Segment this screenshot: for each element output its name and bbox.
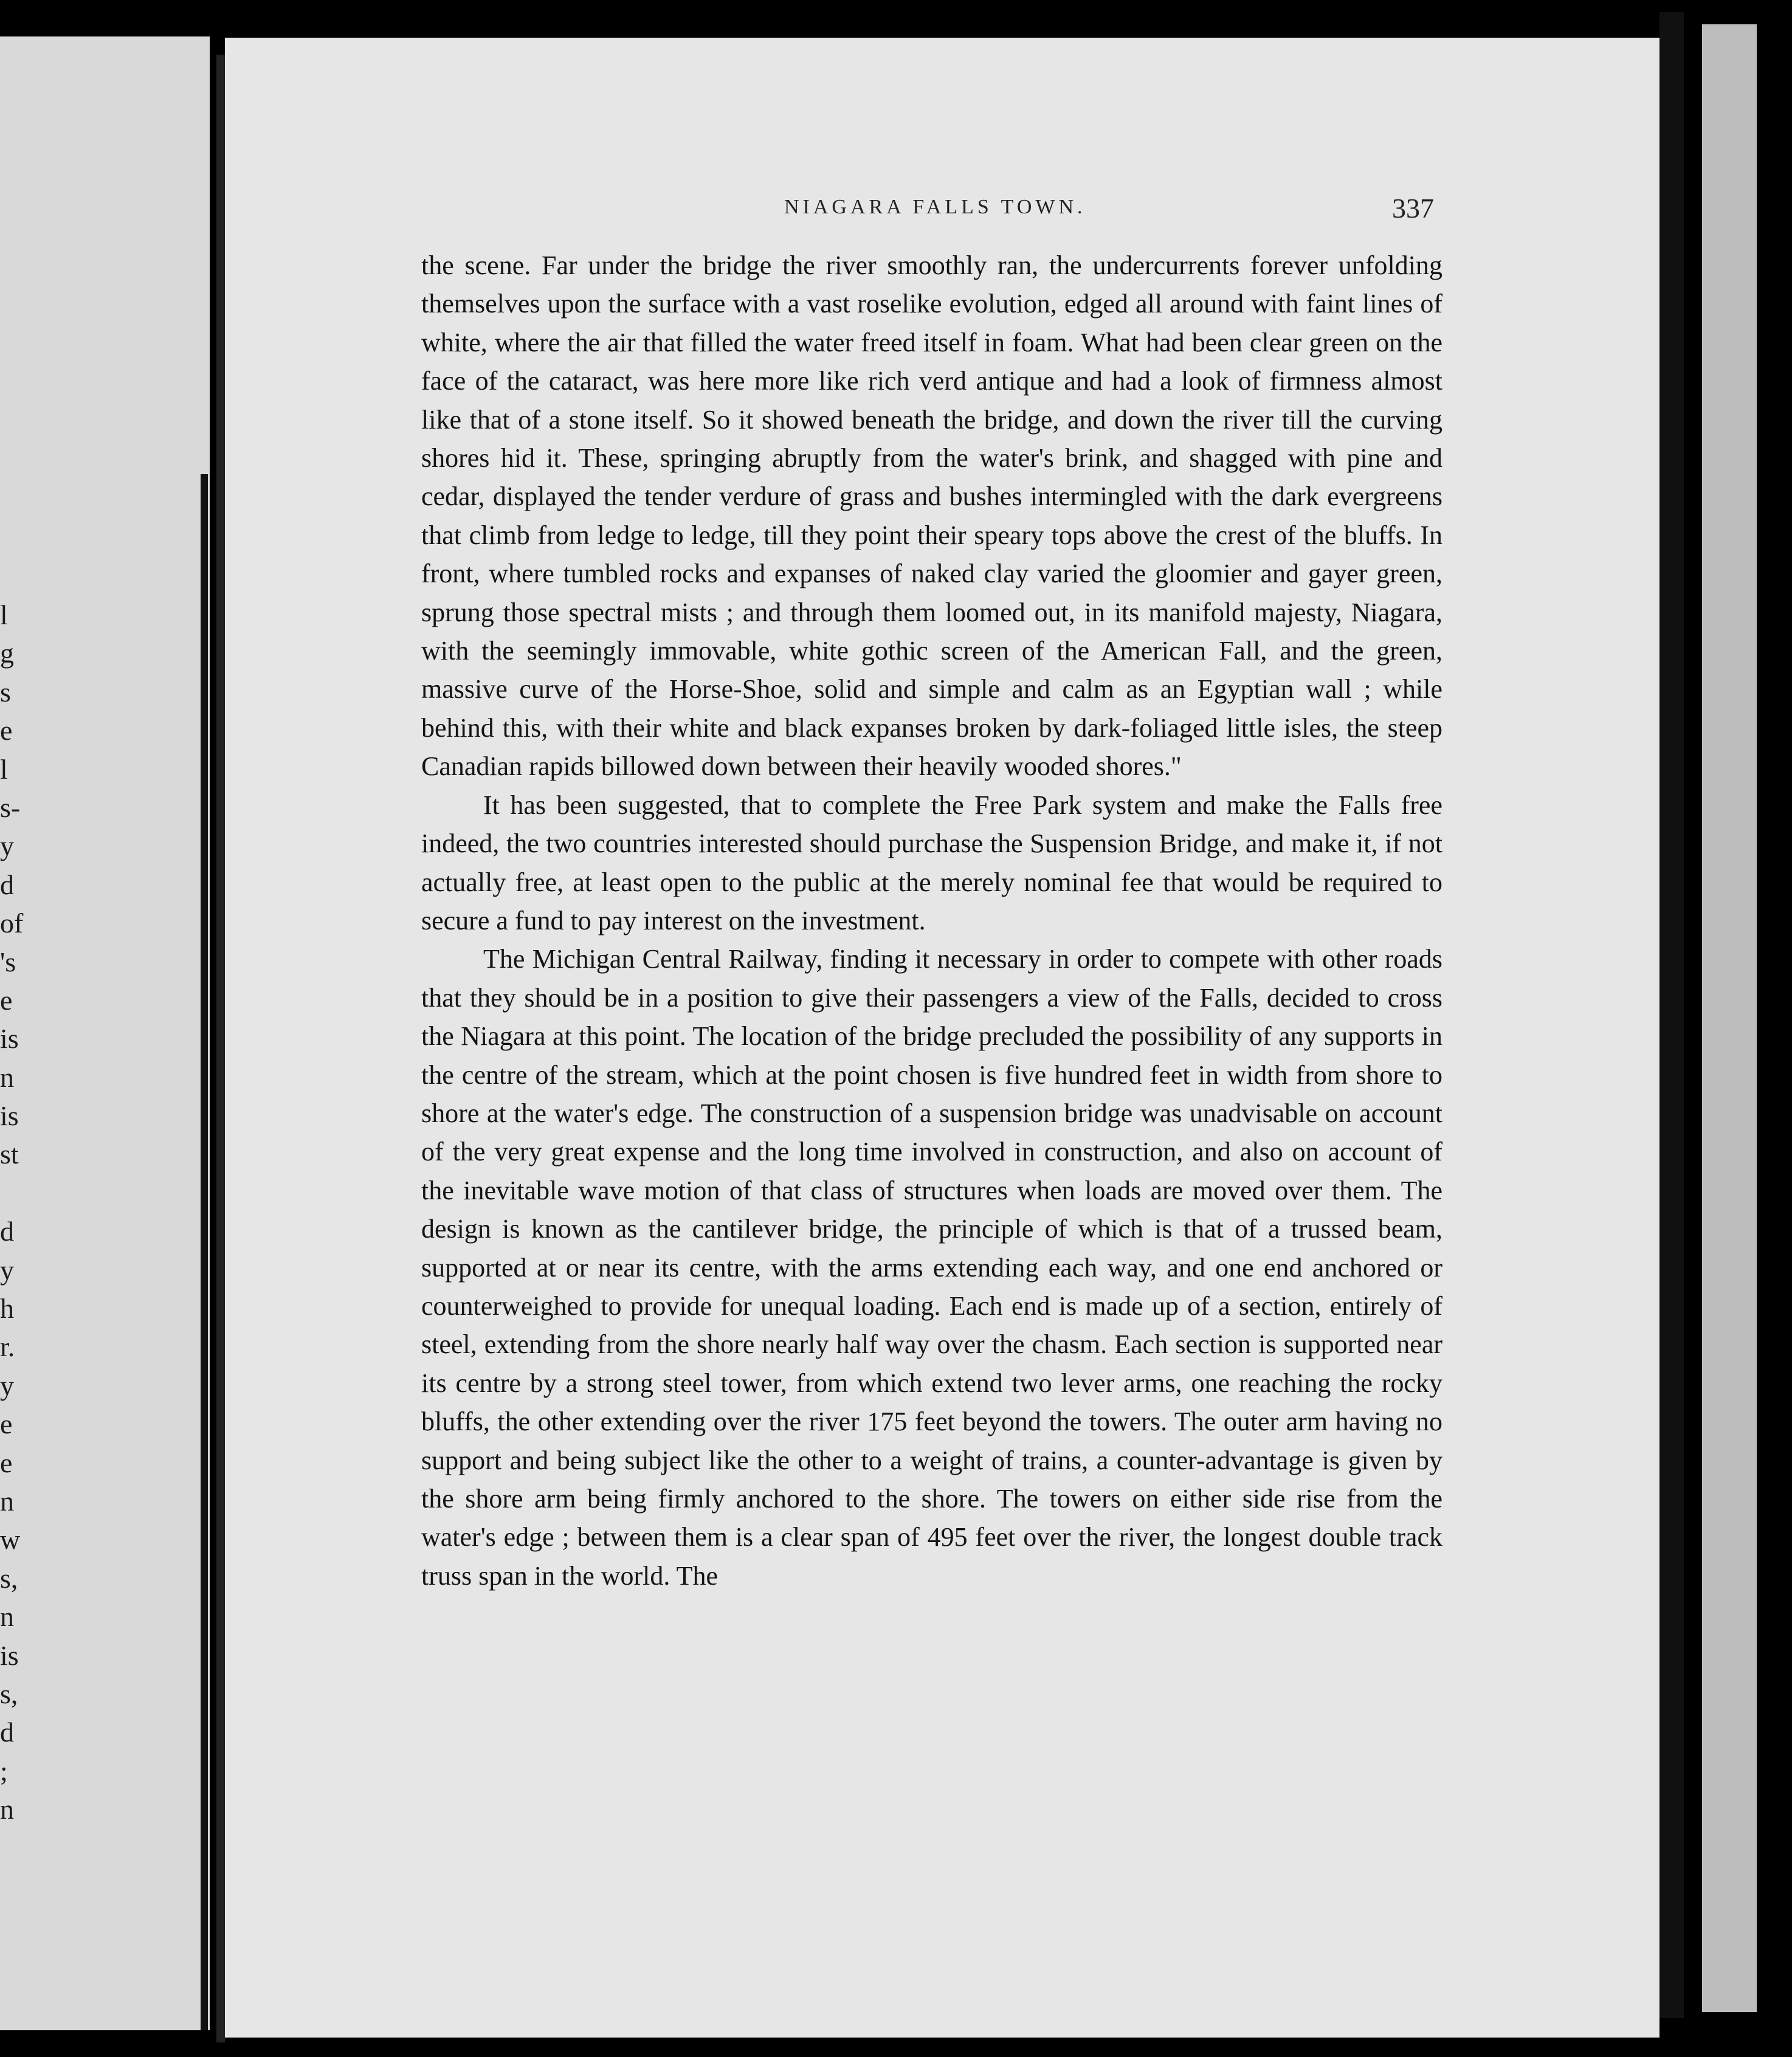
page-number: 337 xyxy=(1392,193,1434,224)
paragraph-michigan-central: The Michigan Central Railway, finding it necessary in order to compete with other roads that they should be in a position to give their passengers a view of the Falls, decided to cross the Niagara at this point. The location of the bridge precluded the possibility of any supports in the centre of the stream, which at the point chosen is five hundred feet in width from shore to shore at the water's edge. The construction of a suspension bridge was unadvisable on account of the very great expense and the long time involved in construction, and also on account of the inevitable wave motion of that class of structures when loads are moved over them. The design is known as the cantilever bridge, the principle of which is that of a trussed beam, supported at or near its centre, with the arms extending each way, and one end anchored or counterweighed to provide for unequal loading. Each end is made up of a section, entirely of steel, extending from the shore nearly half way over the chasm. Each section is supported near its centre by a strong steel tower, from which extend two lever arms, one reaching the rocky bluffs, the other extending over the river 175 feet beyond the towers. The outer arm having no support and being subject like the other to a weight of trains, a counter-advantage is given by the shore arm being firmly anchored to the shore. The towers on either side rise from the water's edge ; between them is a clear span of 495 feet over the river, the longest double track truss span in the world. The xyxy=(421,944,1442,1591)
fragment-line: ; xyxy=(0,1755,8,1787)
fragment-line: l xyxy=(0,599,8,630)
fragment-line: n xyxy=(0,1485,14,1517)
fragment-line: e xyxy=(0,1447,13,1478)
fragment-line: n xyxy=(0,1601,14,1633)
fragment-line: d xyxy=(0,1216,14,1247)
fragment-line: s, xyxy=(0,1562,18,1594)
fragment-line: s, xyxy=(0,1678,18,1709)
running-head: NIAGARA FALLS TOWN. xyxy=(784,196,1086,218)
fragment-line: d xyxy=(0,869,14,900)
book-block-edge xyxy=(1702,24,1757,2012)
fragment-line: y xyxy=(0,830,14,862)
fragment-line: is xyxy=(0,1023,19,1055)
binding-gutter-line xyxy=(201,474,208,2030)
fragment-line: e xyxy=(0,715,13,746)
fragment-line: y xyxy=(0,1370,14,1401)
facing-page-text-fragments xyxy=(0,596,49,1829)
fragment-line: is xyxy=(0,1639,19,1671)
fragment-line: s- xyxy=(0,791,21,823)
fragment-line: r. xyxy=(0,1331,15,1363)
facing-page xyxy=(0,36,210,2030)
page-edge-shadow xyxy=(1659,12,1684,2018)
fragment-line xyxy=(0,1174,49,1212)
fragment-line: e xyxy=(0,984,13,1016)
fragment-line: l xyxy=(0,753,8,785)
fragment-line: s xyxy=(0,676,11,708)
fragment-line: of xyxy=(0,908,24,939)
body-text xyxy=(421,246,1442,1595)
fragment-line: y xyxy=(0,1254,14,1286)
binding-gutter-shadow xyxy=(216,55,225,2042)
fragment-line: is xyxy=(0,1100,19,1132)
paragraph-quote-continuation: the scene. Far under the bridge the river smoothly ran, the undercurrents forever unfolding themselves upon the surface with a vast roselike evolution, edged all around with faint lines of white, where the air that filled the water freed itself in foam. What had been clear green on the face of the cataract, was here more like rich verd antique and had a look of firmness almost like that of a stone itself. So it showed beneath the bridge, and down the river till the curving shores hid it. These, springing abruptly from the water's brink, and shagged with pine and cedar, displayed the tender verdure of grass and bushes intermingled with the dark evergreens that climb from ledge to ledge, till they point their speary tops above the crest of the bluffs. In front, where tumbled rocks and expanses of naked clay varied the gloomier and gayer green, sprung those spectral mists ; and through them loomed out, in its manifold majesty, Niagara, with the seemingly immovable, white gothic screen of the American Fall, and the green, massive curve of the Horse-Shoe, solid and simple and calm as an Egyptian wall ; while behind this, with their white and black expanses broken by dark-foliaged little isles, the steep Canadian rapids billowed down between their heavily wooded shores." xyxy=(421,250,1442,782)
fragment-line: g xyxy=(0,638,14,669)
fragment-line: w xyxy=(0,1524,21,1556)
fragment-line: n xyxy=(0,1794,14,1825)
fragment-line: h xyxy=(0,1293,14,1325)
paragraph-free-park: It has been suggested, that to complete the Free Park system and make the Falls free indeed, the two countries interested should purchase the Suspension Bridge, and make it, if not actually free, at least open to the public at the merely nominal fee that would be required to secure a fund to pay interest on the investment. xyxy=(421,790,1442,935)
fragment-line: n xyxy=(0,1061,14,1093)
fragment-line: 's xyxy=(0,946,16,977)
fragment-line: e xyxy=(0,1408,13,1440)
fragment-line: st xyxy=(0,1139,19,1170)
fragment-line: d xyxy=(0,1717,14,1748)
